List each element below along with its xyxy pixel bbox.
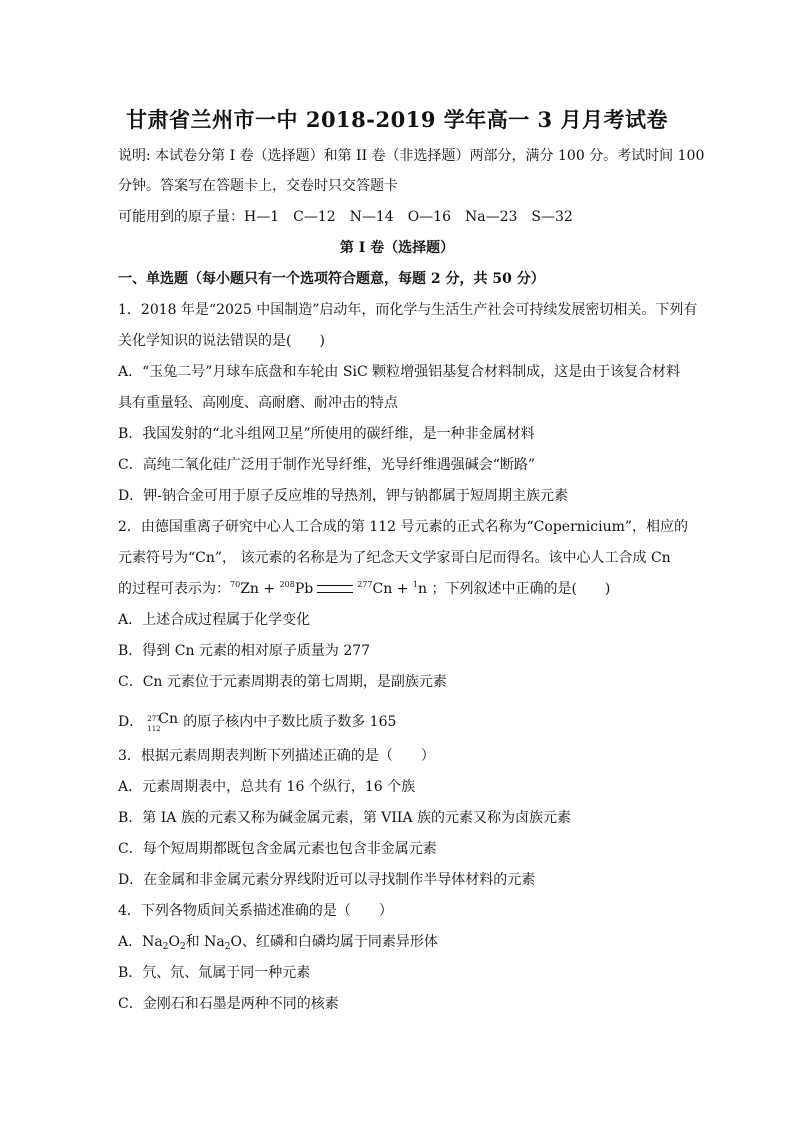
q2-stem-line-3-prefix: 的过程可表示为： [118,581,230,597]
q4-option-a-prefix: A．Na [118,934,163,950]
q1-option-a-line-1: A．“玉兔二号”月球车底盘和车轮由 SiC 颗粒增强铝基复合材料制成，这是由于该复合材料 [118,364,681,380]
q2-option-b: B．得到 Cn 元素的相对原子质量为 277 [118,643,371,659]
q4-sub-1: 2 [162,942,169,952]
pb-mass-number: 208 [279,580,295,589]
q4-option-a-suffix: O、红磷和白磷均属于同素异形体 [230,934,438,950]
q2-stem-line-3-suffix: ；下列叙述中正确的是( ) [431,581,611,597]
q2-option-c: C．Cn 元素位于元素周期表的第七周期，是副族元素 [118,674,447,690]
pb-symbol: Pb [294,581,314,597]
q2-option-d-suffix: 的原子核内中子数比质子数多 165 [183,714,397,730]
q2-stem-line-1: 2．由德国重离子研究中心人工合成的第 112 号元素的正式名称为“Copernicium”，相应的 [118,519,689,535]
q2-stem-line-3 [118,579,610,599]
atomic-masses: 可能用到的原子量：H—1 C—12 N—14 O—16 Na—23 S—32 [118,209,573,225]
q3-option-c: C．每个短周期都既包含金属元素也包含非金属元素 [118,841,437,857]
q3-option-b: B．第 IA 族的元素又称为碱金属元素，第 VIIA 族的元素又称为卤族元素 [118,810,572,826]
q3-stem: 3．根据元素周期表判断下列描述正确的是（ ） [118,748,435,764]
n-symbol: n [417,581,427,597]
q4-sub-2: 2 [179,942,186,952]
instructions-line-2: 分钟。答案写在答题卡上，交卷时只交答题卡 [118,178,398,194]
cn-nuclide-atomic: 112 [147,725,161,733]
q1-stem-line-2: 关化学知识的说法错误的是( ) [118,333,325,349]
q3-option-a: A．元素周期表中，总共有 16 个纵行，16 个族 [118,779,416,795]
part-heading: 一、单选题（每小题只有一个选项符合题意，每题 2 分，共 50 分） [118,271,545,287]
zn-mass-number: 70 [230,580,241,589]
zn-symbol: Zn + [240,581,280,597]
section-heading: 第 I 卷（选择题） [339,240,455,256]
q2-option-d-prefix: D． [118,714,144,730]
q2-stem-line-2: 元素符号为“Cn”， 该元素的名称是为了纪念天文学家哥白尼而得名。该中心人工合成 Cn [118,550,671,566]
q4-option-c: C．金刚石和石墨是两种不同的核素 [118,996,339,1012]
cn-nuclide-symbol: Cn [158,711,178,727]
cn-mass-number: 277 [357,580,373,589]
q4-stem: 4．下列各物质间关系描述准确的是（ ） [118,903,393,919]
exam-title: 甘肃省兰州市一中 2018-2019 学年高一 3 月月考试卷 [126,107,668,132]
q1-option-c: C．高纯二氧化硅广泛用于制作光导纤维，光导纤维遇强碱会“断路” [118,457,536,473]
q2-option-a: A．上述合成过程属于化学变化 [118,612,311,628]
q4-option-a [118,932,438,952]
instructions-line-1: 说明: 本试卷分第 I 卷（选择题）和第 II 卷（非选择题）两部分，满分 100 分。考试时间 100 [118,148,705,164]
q4-option-a-mid-1: O [168,934,180,950]
q4-option-a-mid-2: 和 Na [185,934,225,950]
q4-option-b: B．氕、氘、氚属于同一种元素 [118,965,311,981]
q1-option-d: D．钾-钠合金可用于原子反应堆的导热剂，钾与钠都属于短周期主族元素 [118,488,568,504]
q3-option-d: D．在金属和非金属元素分界线附近可以寻找制作半导体材料的元素 [118,872,536,888]
q1-stem-line-1: 1．2018 年是“2025 中国制造”启动年，而化学与生活生产社会可持续发展密切相关。下列有 [118,302,698,318]
q1-option-b: B．我国发射的“北斗组网卫星”所使用的碳纤维，是一种非金属材料 [118,426,535,442]
cn-nuclide [147,712,177,732]
q4-sub-3: 2 [224,942,231,952]
q2-option-d [118,712,396,732]
n-mass-number: 1 [412,580,418,589]
equals-arrow-icon [317,585,353,593]
q1-option-a-line-2: 具有重量轻、高刚度、高耐磨、耐冲击的特点 [118,395,398,411]
cn-nuclide-mass: 277 [147,715,161,723]
cn-symbol: Cn + [372,581,413,597]
